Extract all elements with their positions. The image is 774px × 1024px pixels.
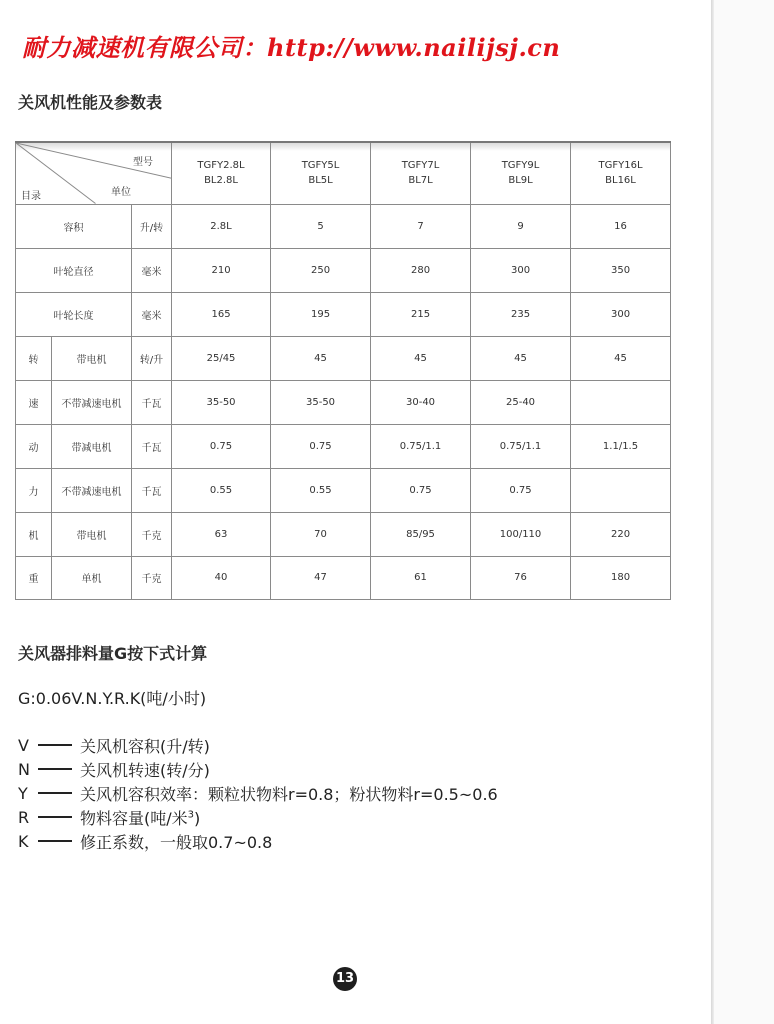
table-row (16, 556, 671, 599)
variable-symbol: V (18, 735, 29, 755)
group-power-char: 力 (16, 468, 52, 512)
row-label: 不带减速电机 (52, 468, 132, 512)
table-cell: 7 (371, 204, 471, 248)
formula-title: 关风器排料量G按下式计算 (18, 644, 208, 663)
company-banner: 耐力减速机有限公司：http://www.nailijsj.cn (22, 33, 561, 62)
table-cell: 40 (172, 556, 271, 599)
table-cell: 100/110 (471, 512, 571, 556)
table-cell: 25/45 (172, 336, 271, 380)
variable-description-tail: ) (194, 808, 201, 828)
table-cell: 25-40 (471, 380, 571, 424)
table-row (16, 292, 671, 336)
model-line2: BL9L (508, 175, 533, 187)
table-cell: 0.55 (271, 468, 371, 512)
table-cell: 35-50 (271, 380, 371, 424)
table-cell: 30-40 (371, 380, 471, 424)
table-cell: 195 (271, 292, 371, 336)
table-cell: 16 (571, 204, 671, 248)
row-unit: 毫米 (132, 292, 172, 336)
dash-divider (38, 840, 72, 842)
variable-row (18, 757, 498, 781)
table-cell: 215 (371, 292, 471, 336)
table-cell: 9 (471, 204, 571, 248)
table-row (16, 512, 671, 556)
corner-cell (16, 142, 172, 204)
table-cell: 2.8L (172, 204, 271, 248)
dash-divider (38, 744, 72, 746)
table-cell: 0.75 (371, 468, 471, 512)
corner-unit-label: 单位 (111, 187, 132, 198)
row-label: 带电机 (52, 336, 132, 380)
table-cell: 250 (271, 248, 371, 292)
table-row (16, 248, 671, 292)
model-header (471, 142, 571, 204)
table-cell: 165 (172, 292, 271, 336)
table-cell: 63 (172, 512, 271, 556)
table-row (16, 468, 671, 512)
table-cell: 5 (271, 204, 371, 248)
model-line2: BL16L (605, 175, 636, 187)
variable-description: 关风机转速(转/分) (80, 760, 210, 780)
row-unit: 千克 (132, 512, 172, 556)
row-unit: 千瓦 (132, 424, 172, 468)
row-unit: 转/升 (132, 336, 172, 380)
variable-symbol: R (18, 807, 30, 827)
table-header-row (16, 142, 671, 204)
model-line1: TGFY7L (401, 160, 440, 172)
model-line2: BL5L (308, 175, 333, 187)
table-cell: 220 (571, 512, 671, 556)
model-line1: TGFY2.8L (197, 160, 245, 172)
page-edge-shade (714, 0, 774, 1024)
table-cell: 0.75/1.1 (371, 424, 471, 468)
page-edge-line (711, 0, 714, 1024)
table-cell: 45 (571, 336, 671, 380)
group-weight-char: 重 (16, 556, 52, 599)
variable-symbol: N (18, 759, 30, 779)
table-cell: 300 (471, 248, 571, 292)
table-cell: 76 (471, 556, 571, 599)
table-row (16, 336, 671, 380)
table-cell: 300 (571, 292, 671, 336)
table-row (16, 424, 671, 468)
variable-list (18, 733, 498, 853)
row-label: 带减电机 (52, 424, 132, 468)
table-row (16, 204, 671, 248)
dash-divider (38, 768, 72, 770)
variable-description: 修正系数，一般取0.7~0.8 (80, 832, 273, 852)
row-label: 叶轮直径 (16, 248, 132, 292)
table-cell: 0.75 (471, 468, 571, 512)
variable-symbol: Y (18, 783, 28, 803)
table-cell: 0.55 (172, 468, 271, 512)
row-unit: 千瓦 (132, 380, 172, 424)
model-line2: BL2.8L (204, 175, 238, 187)
row-label: 带电机 (52, 512, 132, 556)
variable-row (18, 781, 498, 805)
variable-description: 关风机容积(升/转) (80, 736, 210, 756)
model-header (571, 142, 671, 204)
variable-row (18, 733, 498, 757)
table-cell: 35-50 (172, 380, 271, 424)
table-cell: 47 (271, 556, 371, 599)
row-unit: 千克 (132, 556, 172, 599)
table-cell: 210 (172, 248, 271, 292)
table-cell: 45 (271, 336, 371, 380)
table-cell (571, 380, 671, 424)
table-title: 关风机性能及参数表 (18, 93, 163, 112)
variable-description-text: 物料容量(吨/米 (80, 808, 188, 828)
table-cell: 350 (571, 248, 671, 292)
row-unit: 毫米 (132, 248, 172, 292)
variable-description: 关风机容积效率：颗粒状物料r=0.8；粉状物料r=0.5~0.6 (80, 784, 498, 804)
model-header (271, 142, 371, 204)
model-line1: TGFY9L (501, 160, 540, 172)
group-speed-char: 速 (16, 380, 52, 424)
table-cell: 0.75 (271, 424, 371, 468)
variable-description (80, 806, 200, 829)
table-cell: 61 (371, 556, 471, 599)
model-line2: BL7L (408, 175, 433, 187)
model-line1: TGFY16L (598, 160, 643, 172)
superscript: 3 (187, 809, 195, 821)
group-speed-char: 转 (16, 336, 52, 380)
table-cell: 0.75 (172, 424, 271, 468)
table-row (16, 380, 671, 424)
model-line1: TGFY5L (301, 160, 340, 172)
dash-divider (38, 816, 72, 818)
parameter-table (15, 141, 671, 600)
row-label: 叶轮长度 (16, 292, 132, 336)
table-cell: 280 (371, 248, 471, 292)
model-header (371, 142, 471, 204)
group-weight-char: 机 (16, 512, 52, 556)
table-cell: 1.1/1.5 (571, 424, 671, 468)
table-cell: 180 (571, 556, 671, 599)
variable-row (18, 829, 498, 853)
table-cell: 0.75/1.1 (471, 424, 571, 468)
table-cell (571, 468, 671, 512)
model-header (172, 142, 271, 204)
corner-model-label: 型号 (133, 157, 154, 168)
table-cell: 45 (471, 336, 571, 380)
page-number: 13 (333, 967, 357, 991)
table-cell: 45 (371, 336, 471, 380)
row-label: 不带减速电机 (52, 380, 132, 424)
table-cell: 85/95 (371, 512, 471, 556)
formula-expression: G:0.06V.N.Y.R.K(吨/小时) (18, 689, 207, 708)
row-label: 容积 (16, 204, 132, 248)
variable-symbol: K (18, 831, 29, 851)
corner-catalog-label: 目录 (21, 190, 41, 202)
row-unit: 千瓦 (132, 468, 172, 512)
row-label: 单机 (52, 556, 132, 599)
variable-row (18, 805, 498, 829)
table-cell: 70 (271, 512, 371, 556)
group-power-char: 动 (16, 424, 52, 468)
table-cell: 235 (471, 292, 571, 336)
dash-divider (38, 792, 72, 794)
row-unit: 升/转 (132, 204, 172, 248)
